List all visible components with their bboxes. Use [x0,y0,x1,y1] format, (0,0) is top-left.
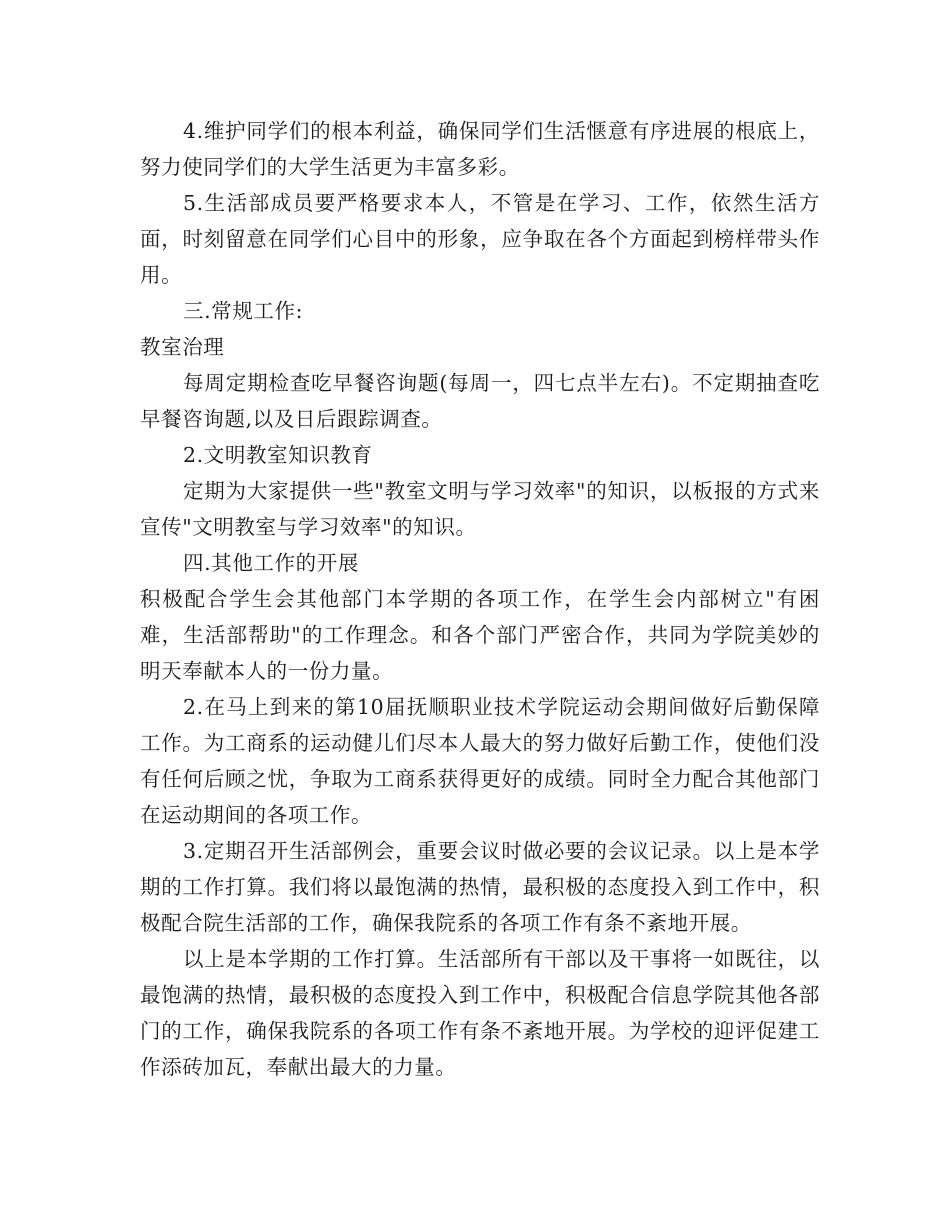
document-body [140,113,820,1085]
paragraph-breakfast-check: 每周定期检查吃早餐咨询题(每周一，四七点半左右)。不定期抽查吃早餐咨询题,以及日后跟踪调查。 [140,371,820,431]
paragraph-closing: 以上是本学期的工作打算。生活部所有干部以及干事将一如既往，以最饱满的热情，最积极的态度投入到工作中，积极配合信息学院其他各部门的工作，确保我院系的各项工作有条不紊地开展。为学校的迎评促建工作添砖加瓦，奉献出最大的力量。 [140,947,820,1079]
paragraph-1: 4.维护同学们的根本利益，确保同学们生活惬意有序进展的根底上，努力使同学们的大学生活更为丰富多彩。 [140,119,820,179]
subheading-classroom-management: 教室治理 [140,335,225,359]
subheading-civilized-classroom: 2.文明教室知识教育 [183,443,373,467]
paragraph-regular-meetings: 3.定期召开生活部例会，重要会议时做必要的会议记录。以上是本学期的工作打算。我们将以最饱满的热情，最积极的态度投入到工作中，积极配合院生活部的工作，确保我院系的各项工作有条不紊地开展。 [140,839,820,935]
paragraph-cooperation: 积极配合学生会其他部门本学期的各项工作，在学生会内部树立"有困难，生活部帮助"的工作理念。和各个部门严密合作，共同为学院美妙的明天奉献本人的一份力量。 [140,587,820,683]
section-heading-other-work: 四.其他工作的开展 [183,551,359,575]
section-heading-routine-work: 三.常规工作: [183,299,304,323]
paragraph-2: 5.生活部成员要严格要求本人，不管是在学习、工作，依然生活方面，时刻留意在同学们心目中的形象，应争取在各个方面起到榜样带头作用。 [140,191,820,287]
paragraph-civilized-classroom: 定期为大家提供一些"教室文明与学习效率"的知识，以板报的方式来宣传"文明教室与学习效率"的知识。 [140,479,820,539]
paragraph-sports-meet: 2.在马上到来的第10届抚顺职业技术学院运动会期间做好后勤保障工作。为工商系的运动健儿们尽本人最大的努力做好后勤工作，使他们没有任何后顾之忧，争取为工商系获得更好的成绩。同时全力配合其他部门在运动期间的各项工作。 [140,695,820,827]
